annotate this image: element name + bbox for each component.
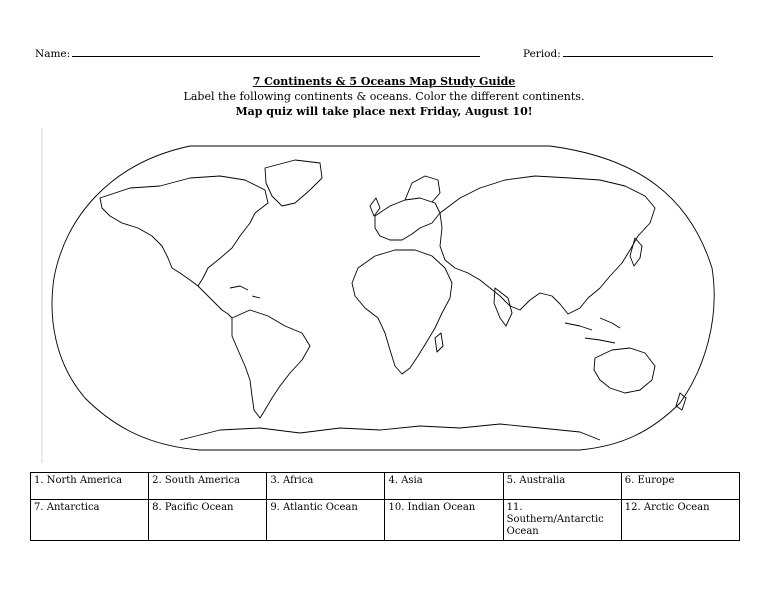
table-cell: 1. North America xyxy=(31,473,149,500)
table-cell: 2. South America xyxy=(149,473,267,500)
map-border xyxy=(52,146,714,450)
asia-outline xyxy=(440,176,655,314)
table-cell: 6. Europe xyxy=(621,473,739,500)
southeast-asia-islands-outline xyxy=(565,318,620,343)
table-cell: 12. Arctic Ocean xyxy=(621,500,739,541)
table-cell: 11. Southern/Antarctic Ocean xyxy=(503,500,621,541)
japan-outline xyxy=(630,238,642,266)
table-cell: 3. Africa xyxy=(267,473,385,500)
world-map xyxy=(40,128,740,463)
period-field[interactable] xyxy=(523,47,713,60)
africa-outline xyxy=(352,250,452,374)
name-field[interactable] xyxy=(35,47,480,60)
study-table xyxy=(30,472,740,541)
period-blank-line[interactable] xyxy=(563,47,713,57)
table-cell: 9. Atlantic Ocean xyxy=(267,500,385,541)
north-america-outline xyxy=(100,176,268,286)
greenland-outline xyxy=(265,160,322,206)
table-row xyxy=(31,500,740,541)
world-map-outline-icon xyxy=(40,128,740,463)
quiz-note: Map quiz will take place next Friday, August 10! xyxy=(235,105,533,118)
table-cell: 8. Pacific Ocean xyxy=(149,500,267,541)
south-america-outline xyxy=(232,310,310,418)
table-cell: 4. Asia xyxy=(385,473,503,500)
scandinavia-outline xyxy=(405,176,440,202)
table-cell: 5. Australia xyxy=(503,473,621,500)
page-title: 7 Continents & 5 Oceans Map Study Guide xyxy=(252,75,516,88)
name-label: Name: xyxy=(35,48,71,60)
name-blank-line[interactable] xyxy=(72,47,480,57)
antarctica-outline xyxy=(180,424,600,440)
header-row xyxy=(35,47,735,63)
europe-outline xyxy=(375,198,440,240)
table-cell: 10. Indian Ocean xyxy=(385,500,503,541)
madagascar-outline xyxy=(435,333,443,352)
australia-outline xyxy=(594,348,655,393)
central-america-outline xyxy=(198,286,232,318)
period-label: Period: xyxy=(523,48,561,60)
title-block xyxy=(0,74,768,119)
table-row xyxy=(31,473,740,500)
instructions-text: Label the following continents & oceans. Color the different continents. xyxy=(183,90,585,103)
caribbean-islands-outline xyxy=(230,286,260,298)
table-cell: 7. Antarctica xyxy=(31,500,149,541)
